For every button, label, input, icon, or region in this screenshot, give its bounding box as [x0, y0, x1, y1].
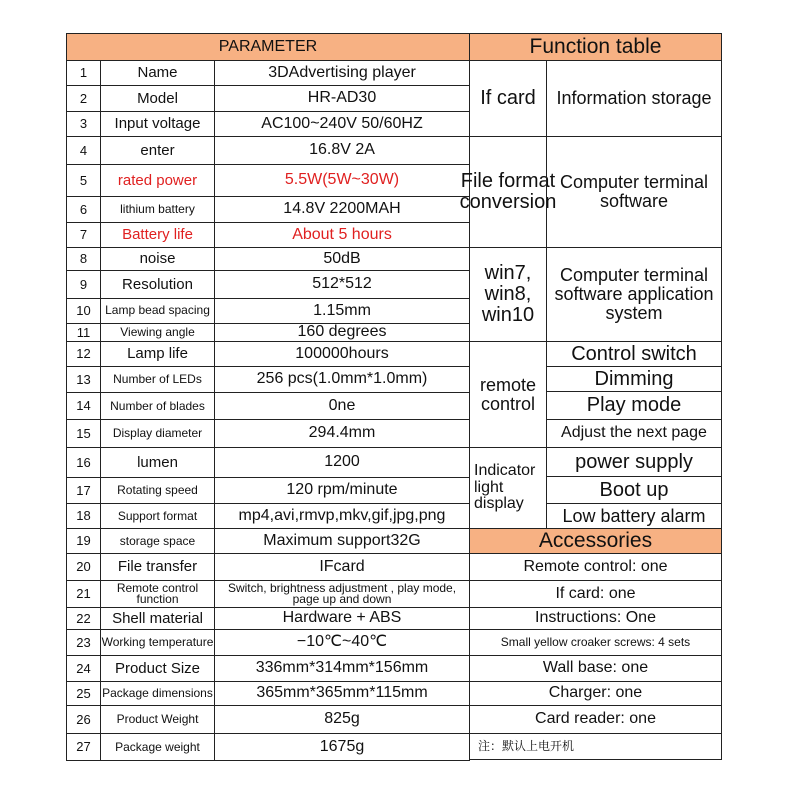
param-name: noise	[100, 247, 215, 271]
param-value: 365mm*365mm*115mm	[214, 681, 470, 706]
function-item-dimming: Dimming	[546, 366, 722, 392]
row-number: 15	[66, 419, 101, 448]
param-value: 16.8V 2A	[214, 136, 470, 165]
param-value: 256 pcs(1.0mm*1.0mm)	[214, 366, 470, 393]
param-name: Shell material	[100, 607, 215, 630]
param-name: Lamp life	[100, 341, 215, 367]
param-value: 50dB	[214, 247, 470, 271]
param-name: rated power	[100, 164, 215, 197]
param-name: Product Size	[100, 655, 215, 682]
row-number: 22	[66, 607, 101, 630]
function-item-adjust-next-page: Adjust the next page	[546, 419, 722, 448]
param-name: Viewing angle	[100, 323, 215, 342]
function-item-terminal-application-system: Computer terminal software application system	[546, 247, 722, 342]
param-value: 1200	[214, 447, 470, 478]
param-value: 825g	[214, 705, 470, 734]
function-category-if-card: If card	[469, 60, 547, 137]
row-number: 26	[66, 705, 101, 734]
param-name: Support format	[100, 503, 215, 529]
function-item-information-storage: Information storage	[546, 60, 722, 137]
param-name: storage space	[100, 528, 215, 554]
param-value: 0ne	[214, 392, 470, 420]
row-number: 5	[66, 164, 101, 197]
param-value: Maximum support32G	[214, 528, 470, 554]
param-name: Lamp bead spacing	[100, 298, 215, 324]
accessory-screws: Small yellow croaker screws: 4 sets	[469, 629, 722, 656]
param-value: Switch, brightness adjustment , play mode, page up and down	[214, 580, 470, 608]
param-value: 14.8V 2200MAH	[214, 196, 470, 223]
param-value: 336mm*314mm*156mm	[214, 655, 470, 682]
param-name: Model	[100, 85, 215, 112]
row-number: 9	[66, 270, 101, 299]
param-name: lithium battery	[100, 196, 215, 223]
function-item-control-switch: Control switch	[546, 341, 722, 367]
accessory-if-card: If card: one	[469, 580, 722, 608]
function-category-windows: win7, win8, win10	[469, 247, 547, 342]
parameter-header: PARAMETER	[66, 33, 470, 61]
param-name: Package weight	[100, 733, 215, 761]
param-value: 120 rpm/minute	[214, 477, 470, 504]
row-number: 17	[66, 477, 101, 504]
param-name: Product Weight	[100, 705, 215, 734]
row-number: 20	[66, 553, 101, 581]
row-number: 24	[66, 655, 101, 682]
row-number: 4	[66, 136, 101, 165]
function-table-header: Function table	[469, 33, 722, 61]
accessory-charger: Charger: one	[469, 681, 722, 706]
param-value: 160 degrees	[214, 323, 470, 342]
row-number: 10	[66, 298, 101, 324]
row-number: 6	[66, 196, 101, 223]
default-power-on-note: 注：默认上电开机	[469, 733, 722, 760]
param-name: Battery life	[100, 222, 215, 248]
param-name: File transfer	[100, 553, 215, 581]
param-value: 3DAdvertising player	[214, 60, 470, 86]
param-value: About 5 hours	[214, 222, 470, 248]
function-item-boot-up: Boot up	[546, 476, 722, 504]
accessory-wall-base: Wall base: one	[469, 655, 722, 682]
accessory-card-reader: Card reader: one	[469, 705, 722, 734]
row-number: 1	[66, 60, 101, 86]
param-value: IFcard	[214, 553, 470, 581]
row-number: 23	[66, 629, 101, 656]
function-item-low-battery-alarm: Low battery alarm	[546, 503, 722, 529]
row-number: 3	[66, 111, 101, 137]
accessories-header: Accessories	[469, 528, 722, 554]
param-name: Working temperature	[100, 629, 215, 656]
param-value: Hardware + ABS	[214, 607, 470, 630]
row-number: 18	[66, 503, 101, 529]
function-category-file-format: File format conversion	[469, 136, 547, 248]
param-name: Package dimensions	[100, 681, 215, 706]
row-number: 19	[66, 528, 101, 554]
function-item-power-supply: power supply	[546, 447, 722, 477]
param-value: 5.5W(5W~30W)	[214, 164, 470, 197]
param-name: Rotating speed	[100, 477, 215, 504]
param-value: AC100~240V 50/60HZ	[214, 111, 470, 137]
param-name: Input voltage	[100, 111, 215, 137]
param-value: HR-AD30	[214, 85, 470, 112]
param-name: enter	[100, 136, 215, 165]
row-number: 12	[66, 341, 101, 367]
param-value: 100000hours	[214, 341, 470, 367]
row-number: 14	[66, 392, 101, 420]
row-number: 7	[66, 222, 101, 248]
row-number: 21	[66, 580, 101, 608]
param-value: −10℃~40℃	[214, 629, 470, 656]
row-number: 27	[66, 733, 101, 761]
param-value: 512*512	[214, 270, 470, 299]
function-category-remote-control: remote control	[469, 341, 547, 448]
row-number: 13	[66, 366, 101, 393]
row-number: 25	[66, 681, 101, 706]
function-category-indicator: Indicator light display	[469, 447, 547, 529]
param-value: mp4,avi,rmvp,mkv,gif,jpg,png	[214, 503, 470, 529]
param-name: Number of blades	[100, 392, 215, 420]
param-name: lumen	[100, 447, 215, 478]
param-name: Name	[100, 60, 215, 86]
function-item-computer-terminal-software: Computer terminal software	[546, 136, 722, 248]
accessory-instructions: Instructions: One	[469, 607, 722, 630]
param-name: Number of LEDs	[100, 366, 215, 393]
function-item-play-mode: Play mode	[546, 391, 722, 420]
row-number: 11	[66, 323, 101, 342]
accessory-remote-control: Remote control: one	[469, 553, 722, 581]
row-number: 8	[66, 247, 101, 271]
param-value: 1675g	[214, 733, 470, 761]
row-number: 2	[66, 85, 101, 112]
param-name: Remote control function	[100, 580, 215, 608]
param-value: 294.4mm	[214, 419, 470, 448]
param-value: 1.15mm	[214, 298, 470, 324]
row-number: 16	[66, 447, 101, 478]
param-name: Resolution	[100, 270, 215, 299]
param-name: Display diameter	[100, 419, 215, 448]
